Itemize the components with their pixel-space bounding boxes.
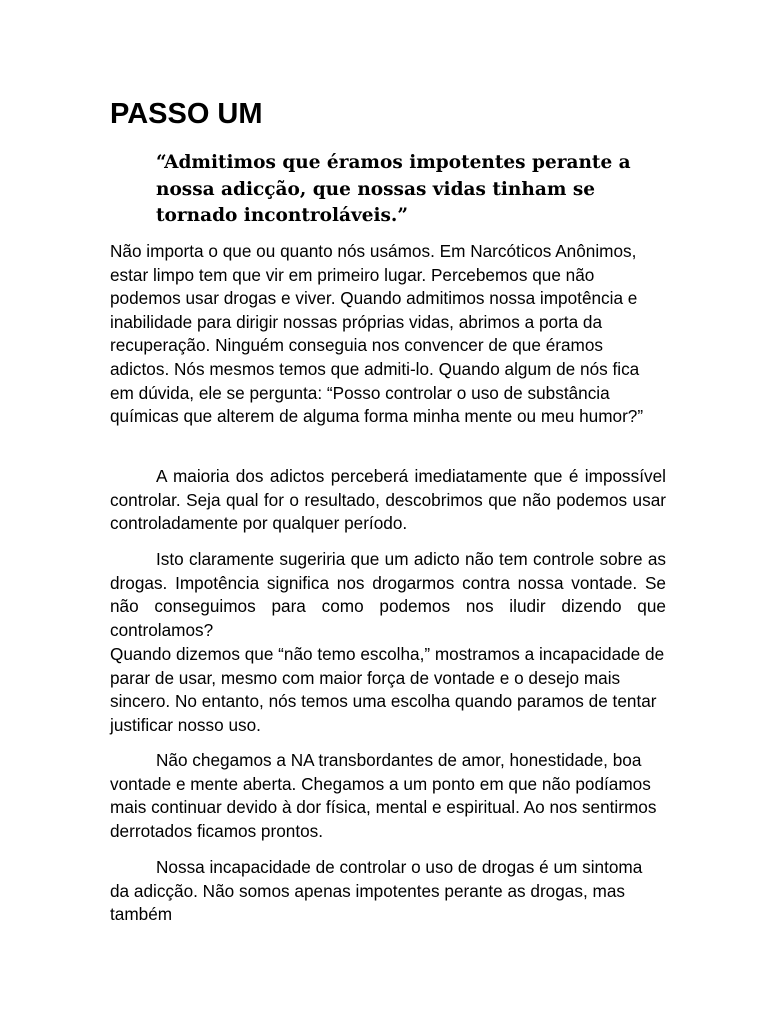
paragraph-3: Isto claramente sugeriria que um adicto não tem controle sobre as drogas. Impotência significa nos drogarmos contra nossa vontade. Se não conseguimos para como podemos nos iludir dizendo que controlamos? — [110, 549, 666, 640]
paragraph-5: Não chegamos a NA transbordantes de amor, honestidade, boa vontade e mente aberta. Chegamos a um ponto em que não podíamos mais continuar devido à dor física, mental e espiritual. Ao nos sentirmos derrotados ficamos prontos. — [110, 750, 657, 841]
step-quote: “Admitimos que éramos impotentes perante a nossa adicção, que nossas vidas tinham se tornado incontroláveis.” — [156, 152, 631, 226]
paragraph-1: Não importa o que ou quanto nós usámos. Em Narcóticos Anônimos, estar limpo tem que vir em primeiro lugar. Percebemos que não podemos usar drogas e viver. Quando admitimos nossa impotência e inabilidade para dirigir nossas próprias vidas, abrimos a porta da recuperação. Ninguém conseguia nos convencer de que éramos adictos. Nós mesmos temos que admiti-lo. Quando algum de nós fica em dúvida, ele se pergunta: “Posso controlar o uso de substância químicas que alterem de alguma forma minha mente ou meu humor?” — [110, 241, 644, 427]
page-title: PASSO UM — [110, 98, 263, 130]
paragraph-6: Nossa incapacidade de controlar o uso de drogas é um sintoma da adicção. Não somos apenas impotentes perante as drogas, mas também — [110, 857, 643, 925]
paragraph-4: Quando dizemos que “não temo escolha,” mostramos a incapacidade de parar de usar, mesmo com maior força de vontade e o desejo mais sincero. No entanto, nós temos uma escolha quando paramos de tentar justificar nosso uso. — [110, 644, 665, 735]
paragraph-2: A maioria dos adictos perceberá imediatamente que é impossível controlar. Seja qual for o resultado, descobrimos que não podemos usar controladamente por qualquer período. — [110, 466, 666, 534]
